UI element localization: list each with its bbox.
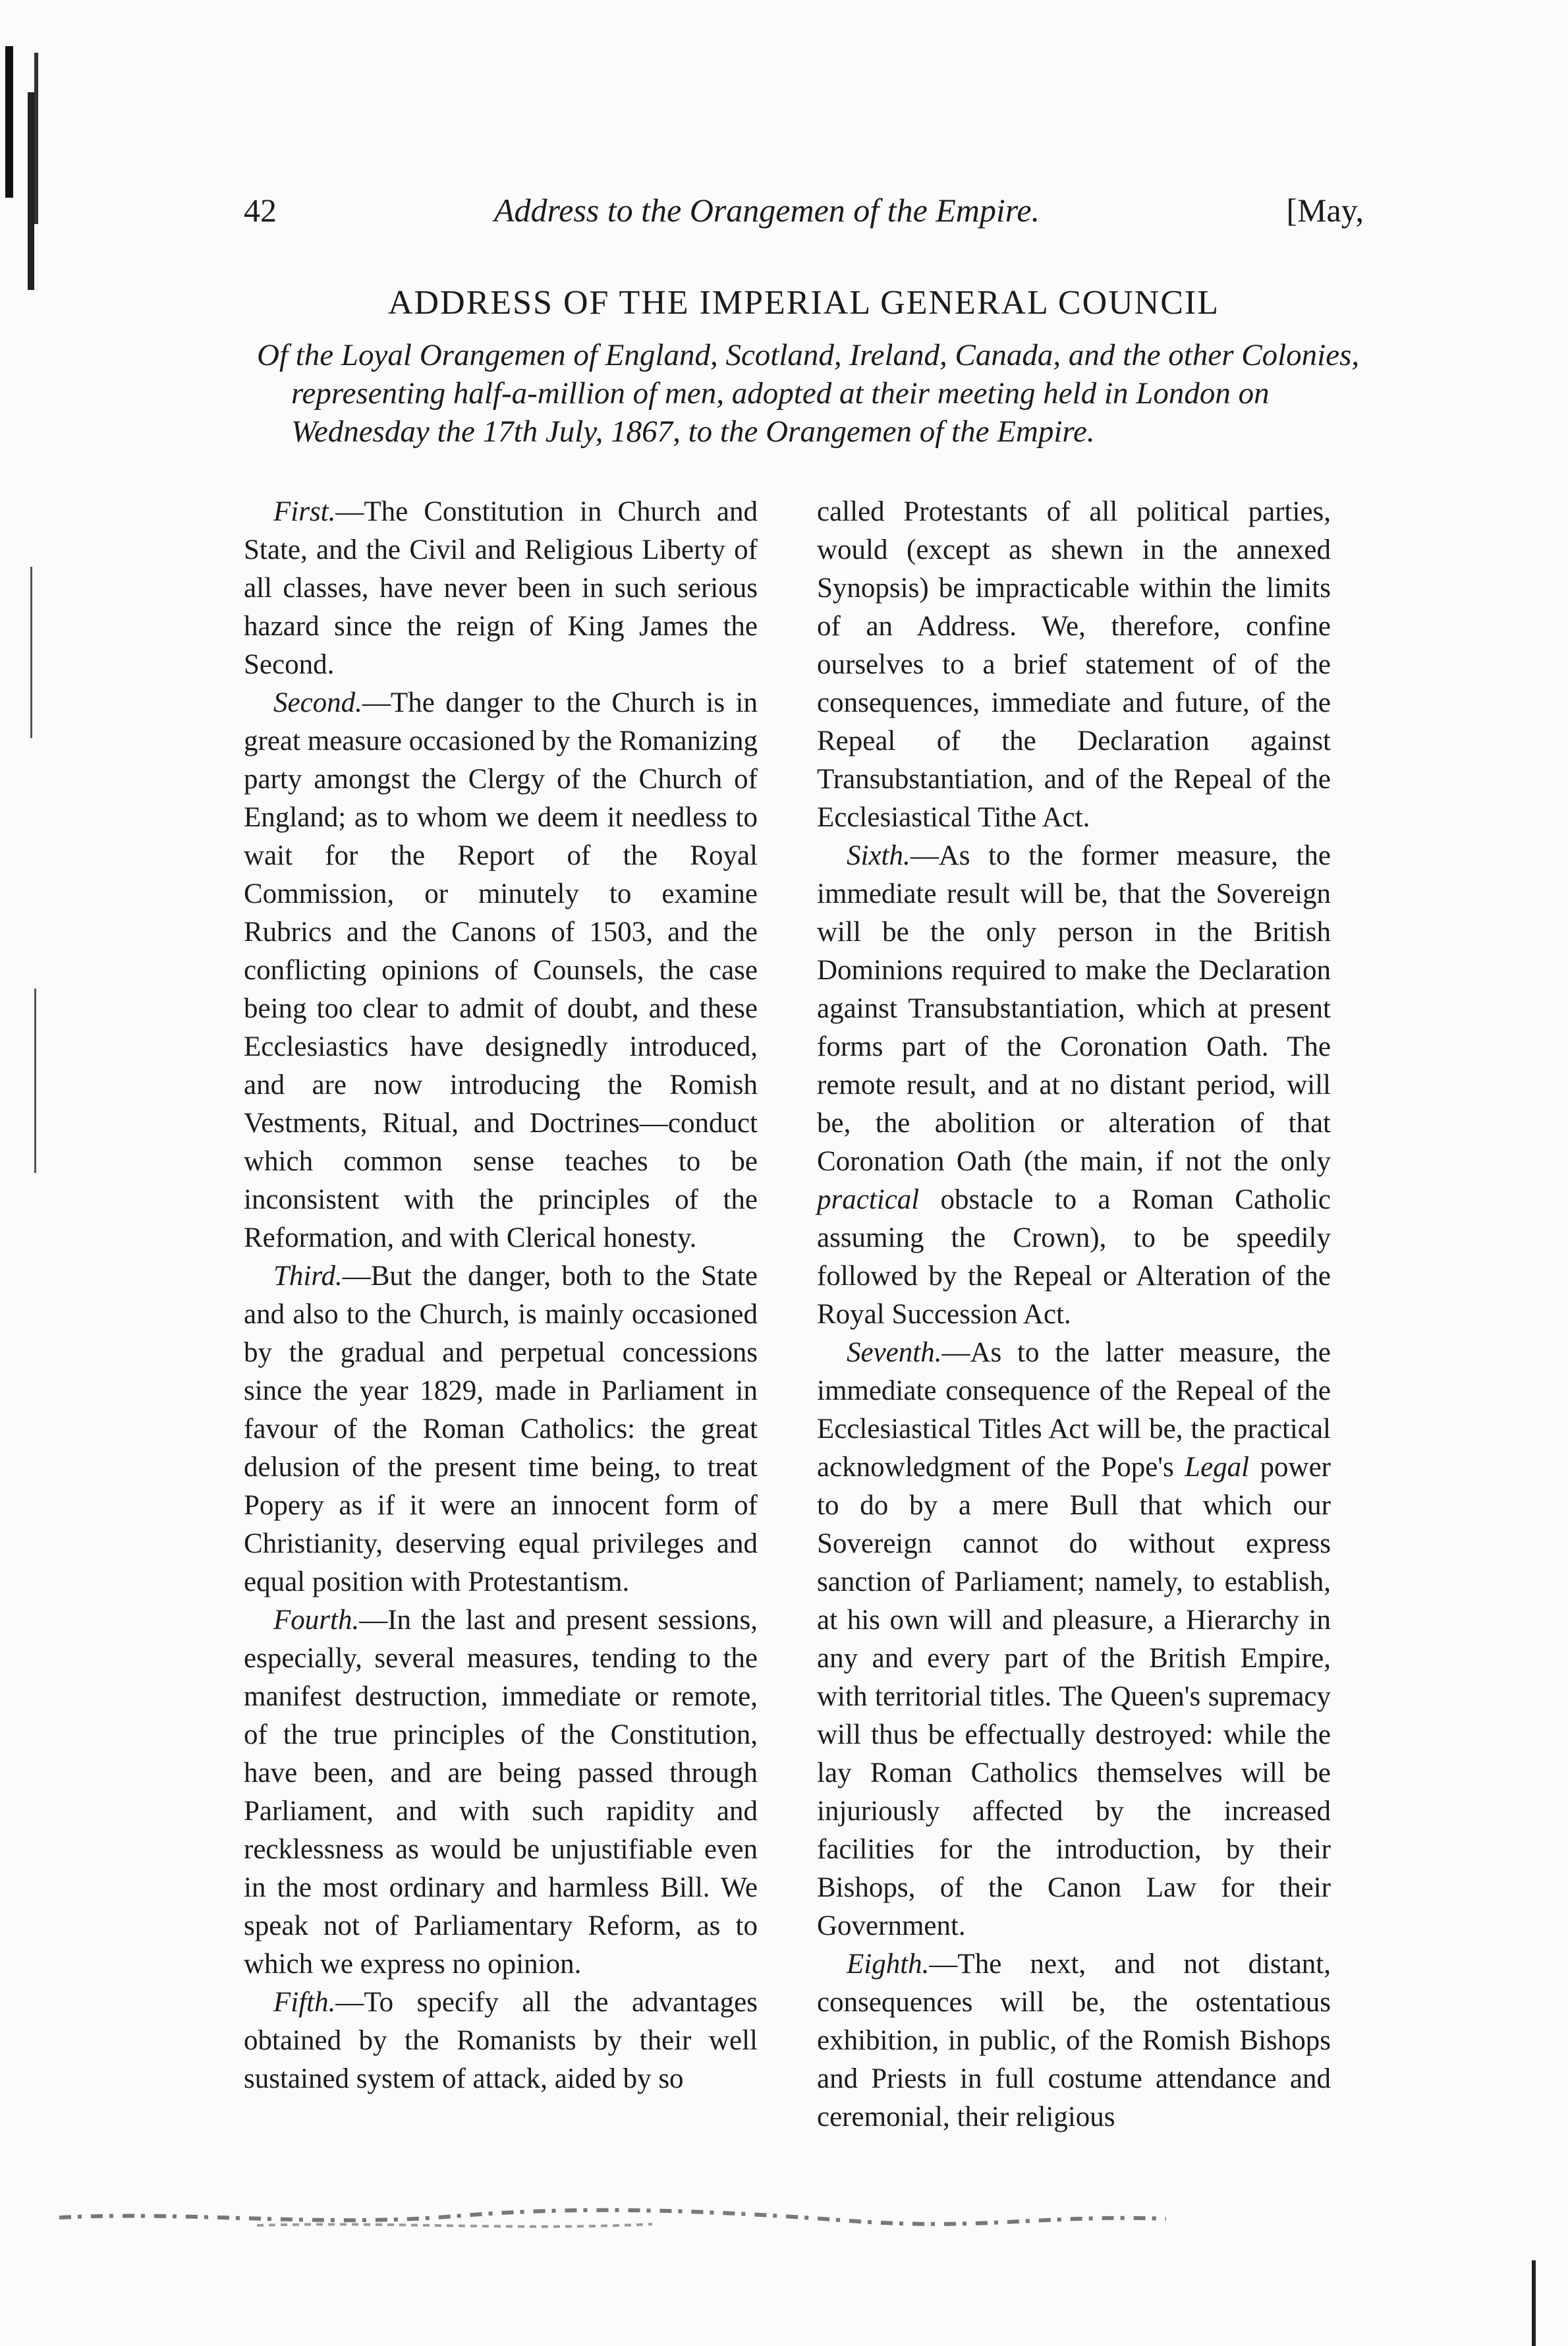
paragraph-lead: Fifth.: [273, 1987, 336, 2018]
paragraph-lead: Eighth.: [847, 1949, 930, 1980]
scan-edge-mark: [5, 46, 13, 198]
emphasis-text: Legal: [1185, 1452, 1250, 1483]
scan-edge-mark: [28, 92, 34, 290]
paragraph-lead: Third.: [273, 1261, 343, 1292]
page-number: 42: [244, 192, 277, 229]
paragraph-lead: Sixth.: [847, 840, 910, 871]
article-title: ADDRESS OF THE IMPERIAL GENERAL COUNCIL: [388, 284, 1219, 322]
left-column: [244, 493, 758, 2098]
paragraph-eighth: [817, 1945, 1331, 2136]
paragraph-text: —As to the former measure, the immediate result will be, that the Sovereign will be the only person in the British Dominions required to make the Declaration against Transubstantiation, which at present forms part of the Coronation Oath. The remote result, and at no distant period, will be, the abolition or alteration of that Coronation Oath (the main, if not the only: [817, 840, 1331, 1177]
paragraph-first: [244, 493, 758, 684]
paragraph-text: called Protestants of all political parties, would (except as shewn in the annexed Synopsis) be impracticable within the limits of an Address. We, therefore, confine ourselves to a brief statement of of the consequences, immediate and future, of the Repeal of the Declaration against Transubstantiation, and of the Repeal of the Ecclesiastical Tithe Act.: [817, 496, 1331, 833]
scan-edge-mark: [34, 988, 36, 1173]
paragraph-fourth: [244, 1601, 758, 1984]
paragraph-text: —The danger to the Church is in great measure occasioned by the Romanizing party amongst the Clergy of the Church of England; as to whom we deem it needless to wait for the Report of the Royal Commission, or minutely to examine Rubrics and the Canons of 1503, and the conflicting opinions of Counsels, the case being too clear to admit of doubt, and these Ecclesiastics have designedly introduced, and are now introducing the Romish Vestments, Ritual, and Doctrines—conduct which common sense teaches to be inconsistent with the principles of the Reformation, and with Clerical honesty.: [244, 687, 758, 1253]
paragraph-sixth: [817, 837, 1331, 1334]
paragraph-text: —As to the latter measure, the immediate consequence of the Repeal of the Ecclesiastical Titles Act will be, the practical acknowledgment of the Pope's: [817, 1337, 1331, 1483]
paragraph-text: —To specify all the advantages obtained by the Romanists by their well sustained system of attack, aided by so: [244, 1987, 758, 2094]
paragraph-lead: Second.: [273, 687, 362, 718]
bleed-through-smudge: [59, 2191, 1166, 2237]
paragraph-fifth-continued: [817, 493, 1331, 837]
paragraph-seventh: [817, 1334, 1331, 1945]
paragraph-text: power to do by a mere Bull that which our Sovereign cannot do without express sanction of Parliament; namely, to establish, at his own will and pleasure, a Hierarchy in any and every part of the British Empire, with territorial titles. The Queen's supremacy will thus be effectually destroyed: while the lay Roman Catholics themselves will be injuriously affected by the increased facilities for the introduction, by their Bishops, of the Canon Law for their Government.: [817, 1452, 1331, 1941]
running-header: [244, 191, 1364, 237]
paragraph-fifth: [244, 1984, 758, 2098]
paragraph-text: obstacle to a Roman Catholic assuming the Crown), to be speedily followed by the Repeal or Alteration of the Royal Succession Act.: [817, 1184, 1331, 1330]
running-title: Address to the Orangemen of the Empire.: [494, 192, 1040, 229]
scan-edge-mark: [1532, 2260, 1536, 2346]
paragraph-second: [244, 684, 758, 1257]
paragraph-lead: Seventh.: [847, 1337, 942, 1368]
paragraph-third: [244, 1257, 758, 1601]
emphasis-text: practical: [817, 1184, 920, 1215]
paragraph-lead: First.: [273, 496, 336, 527]
scan-edge-mark: [34, 53, 38, 224]
paragraph-text: —The Constitution in Church and State, and the Civil and Religious Liberty of all classes, have never been in such serious hazard since the reign of King James the Second.: [244, 496, 758, 680]
paragraph-text: —In the last and present sessions, especially, several measures, tending to the manifest destruction, immediate or remote, of the true principles of the Constitution, have been, and are being passed through Parliament, and with such rapidity and recklessness as would be unjustifiable even in the most ordinary and harmless Bill. We speak not of Parliamentary Reform, as to which we express no opinion.: [244, 1605, 758, 1980]
paragraph-text: —The next, and not distant, consequences will be, the ostentatious exhibition, in public, of the Romish Bishops and Priests in full costume attendance and ceremonial, their religious: [817, 1949, 1331, 2132]
paragraph-text: —But the danger, both to the State and also to the Church, is mainly occasioned by the gradual and perpetual concessions since the year 1829, made in Parliament in favour of the Roman Catholics: the great delusion of the present time being, to treat Popery as if it were an innocent form of Christianity, deserving equal privileges and equal position with Protestantism.: [244, 1261, 758, 1597]
right-column: [817, 493, 1331, 2136]
header-month: [May,: [1286, 192, 1364, 229]
scan-edge-mark: [30, 567, 32, 738]
article-subtitle: Of the Loyal Orangemen of England, Scotland, Ireland, Canada, and the other Colonies, representing half-a-million of men, adopted at their meeting held in London on Wednesday the 17th July, 1867, to the Orangemen of the Empire.: [257, 338, 1360, 449]
paragraph-lead: Fourth.: [273, 1605, 360, 1636]
